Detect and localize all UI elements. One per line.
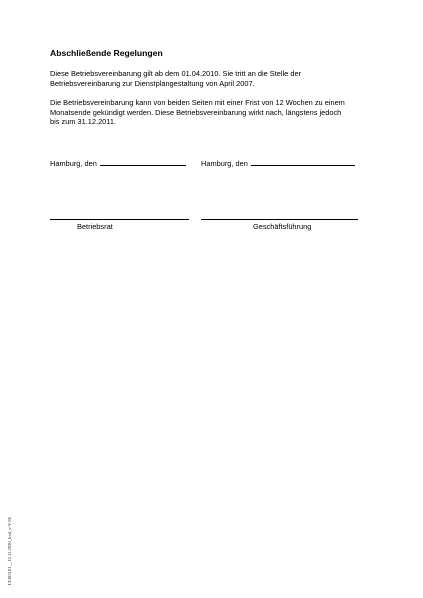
paragraph-termination: [50, 98, 380, 127]
document-reference-code: LT.003.01__12.11.2020_kvd_v-V 85: [7, 516, 12, 585]
paragraph-line: Monatsende gekündigt werden. Diese Betriebsvereinbarung wirkt nach, längstens jedoch: [50, 107, 342, 117]
place-date-right: [201, 158, 355, 169]
paragraph-line: bis zum 31.12.2011.: [50, 117, 117, 127]
date-blank-line: [100, 158, 186, 166]
paragraph-validity: [50, 69, 380, 88]
place-date-label: Hamburg, den: [50, 159, 97, 168]
date-blank-line: [251, 158, 355, 166]
place-date-left: [50, 158, 186, 169]
signature-caption-works-council: Betriebsrat: [77, 222, 113, 231]
paragraph-line: Diese Betriebsvereinbarung gilt ab dem 01.04.2010. Sie tritt an die Stelle der: [50, 69, 302, 78]
signature-caption-management: Geschäftsführung: [253, 222, 312, 231]
paragraph-line: Die Betriebsvereinbarung kann von beiden Seiten mit einer Frist von 12 Wochen zu einem: [50, 98, 345, 107]
section-heading: Abschließende Regelungen: [50, 48, 163, 58]
paragraph-line: Betriebsvereinbarung zur Dienstplangestaltung von April 2007.: [50, 78, 255, 88]
signature-line-right: [201, 219, 358, 220]
signature-line-left: [50, 219, 189, 220]
place-date-label: Hamburg, den: [201, 159, 248, 168]
